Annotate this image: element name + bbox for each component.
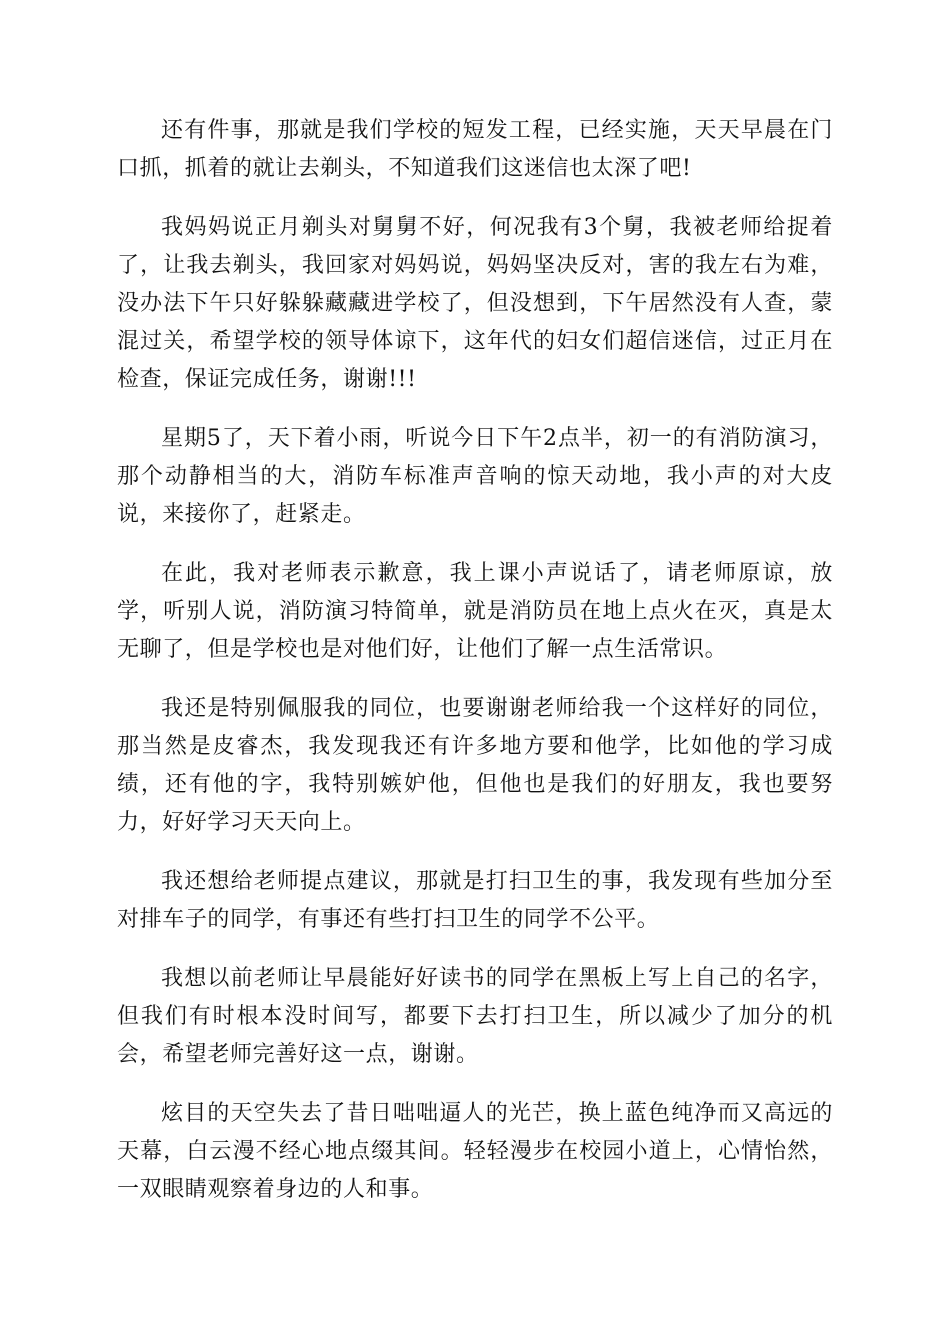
paragraph-8: 炫目的天空失去了昔日咄咄逼人的光芒，换上蓝色纯净而又高远的天幕，白云漫不经心地点缀其间。轻轻漫步在校园小道上，心情怡然，一双眼睛观察着身边的人和事。 (117, 1101, 833, 1202)
paragraph-2: 我妈妈说正月剃头对舅舅不好，何况我有3个舅，我被老师给捉着了，让我去剃头，我回家对妈妈说，妈妈坚决反对，害的我左右为难，没办法下午只好躲躲藏藏进学校了，但没想到，下午居然没有人查，蒙混过关，希望学校的领导体谅下，这年代的妇女们超信迷信，过正月在检查，保证完成任务，谢谢!!! (117, 215, 833, 392)
paragraph-6: 我还想给老师提点建议，那就是打扫卫生的事，我发现有些加分至对排车子的同学，有事还有些打扫卫生的同学不公平。 (117, 869, 833, 932)
paragraph-3: 星期5了，天下着小雨，听说今日下午2点半，初一的有消防演习，那个动静相当的大，消防车标准声音响的惊天动地，我小声的对大皮说，来接你了，赶紧走。 (117, 426, 833, 527)
paragraph-5: 我还是特别佩服我的同位，也要谢谢老师给我一个这样好的同位，那当然是皮睿杰，我发现我还有许多地方要和他学，比如他的学习成绩，还有他的字，我特别嫉妒他，但他也是我们的好朋友，我也要努力，好好学习天天向上。 (117, 696, 833, 835)
paragraph-1: 还有件事，那就是我们学校的短发工程，已经实施，天天早晨在门口抓，抓着的就让去剃头，不知道我们这迷信也太深了吧! (117, 118, 833, 181)
document-page (117, 112, 833, 1230)
paragraph-7: 我想以前老师让早晨能好好读书的同学在黑板上写上自己的名字，但我们有时根本没时间写，都要下去打扫卫生，所以减少了加分的机会，希望老师完善好这一点，谢谢。 (117, 966, 833, 1067)
paragraph-4: 在此，我对老师表示歉意，我上课小声说话了，请老师原谅，放学，听别人说，消防演习特简单，就是消防员在地上点火在灭，真是太无聊了，但是学校也是对他们好，让他们了解一点生活常识。 (117, 561, 833, 662)
